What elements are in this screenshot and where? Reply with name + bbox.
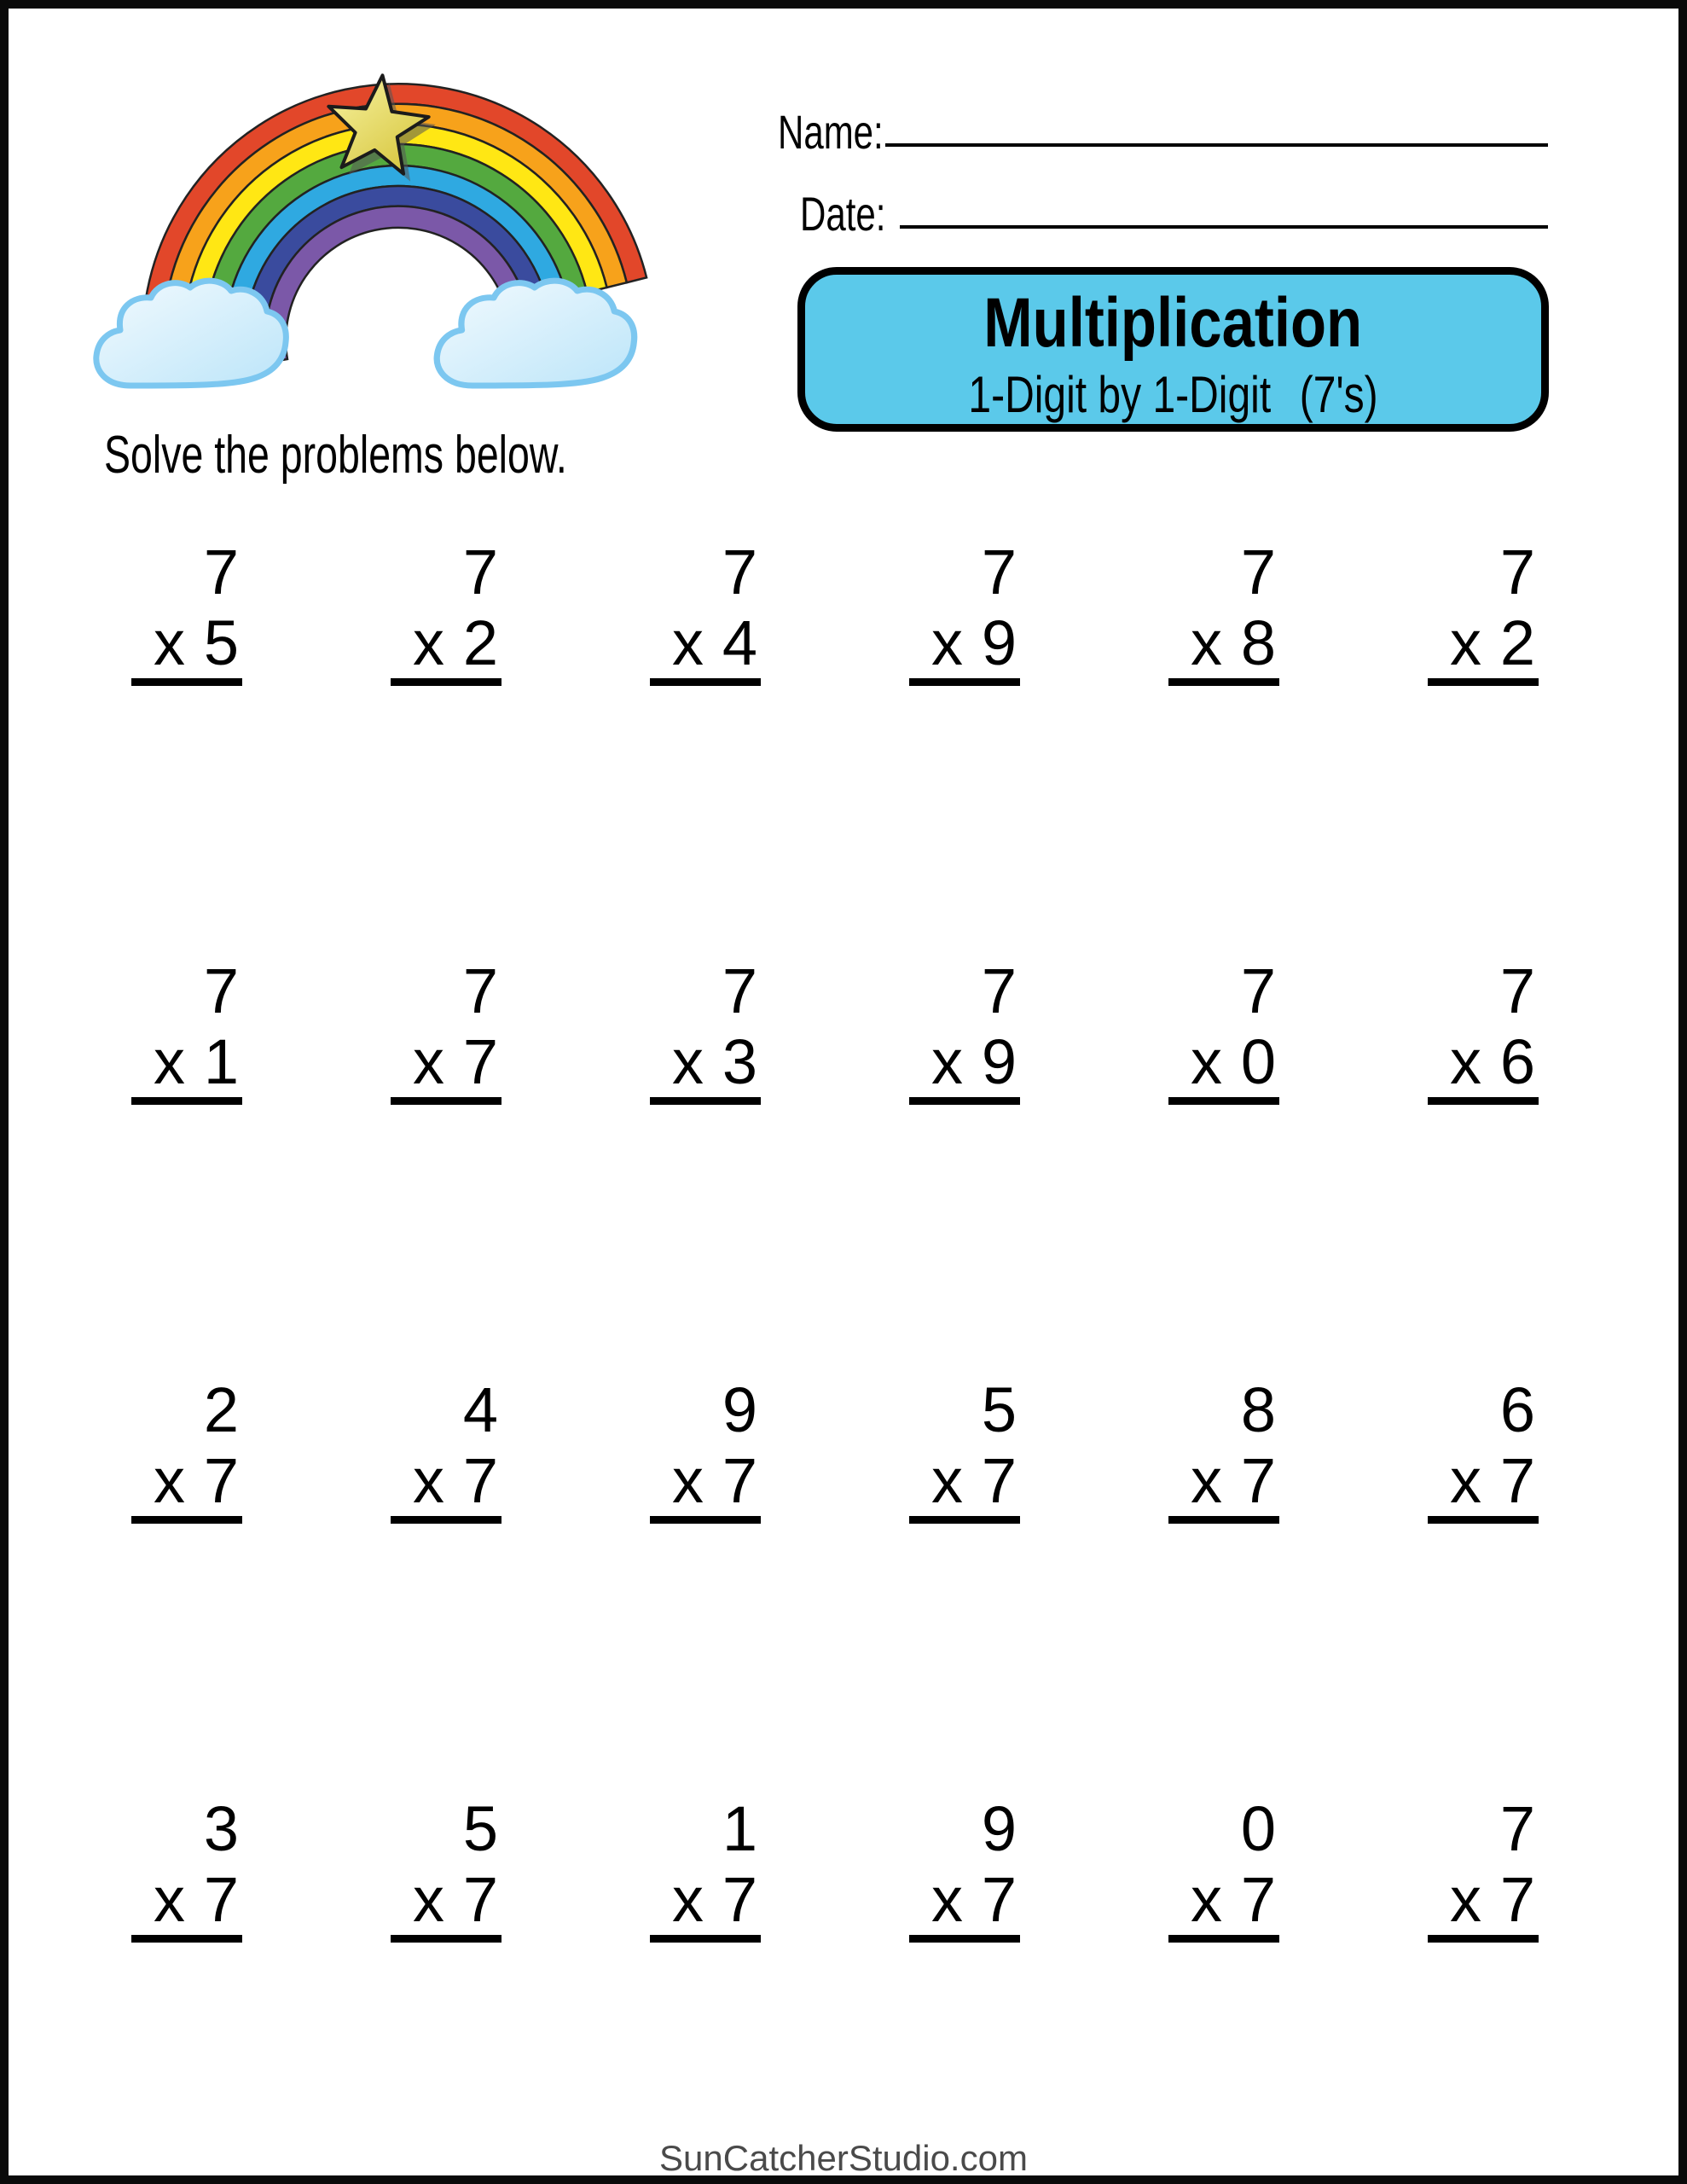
multiply-operator: x — [154, 607, 185, 678]
multiplication-problem — [1168, 537, 1279, 686]
subtitle-suffix: (7's) — [1299, 366, 1378, 423]
multiplication-problem — [650, 956, 761, 1105]
multiplier-row — [1428, 1026, 1539, 1097]
multiplicand: 7 — [462, 537, 498, 607]
multiply-operator: x — [413, 1445, 444, 1516]
multiplicand: 9 — [981, 1793, 1017, 1864]
problem-cell — [319, 1374, 578, 1524]
multiplier-row — [650, 1026, 761, 1097]
problems-row-4 — [60, 1793, 1615, 1943]
problem-cell — [578, 1793, 838, 1943]
problems-row-1 — [60, 537, 1615, 686]
multiply-operator: x — [154, 1026, 185, 1097]
problem-cell — [1097, 1374, 1356, 1524]
multiply-operator: x — [931, 607, 963, 678]
multiplicand: 7 — [981, 956, 1017, 1026]
multiplication-problem — [1168, 1374, 1279, 1524]
multiplier-row — [131, 1445, 242, 1516]
problem-cell — [1097, 1793, 1356, 1943]
problem-cell — [60, 1374, 319, 1524]
multiplier-row — [1168, 1864, 1279, 1935]
problem-cell — [838, 1793, 1097, 1943]
multiplier-row — [131, 607, 242, 678]
multiplication-problem — [909, 537, 1020, 686]
multiplier: 2 — [462, 607, 498, 678]
multiplication-problem — [650, 1793, 761, 1943]
multiplier: 7 — [462, 1445, 498, 1516]
multiplicand: 7 — [1499, 537, 1535, 607]
multiply-operator: x — [413, 1026, 444, 1097]
multiplier: 7 — [1499, 1445, 1535, 1516]
problem-cell — [1097, 537, 1356, 686]
multiplicand: 7 — [722, 537, 757, 607]
multiplier: 2 — [1499, 607, 1535, 678]
multiplication-problem — [909, 1374, 1020, 1524]
multiplication-problem — [131, 1793, 242, 1943]
multiplication-problem — [1168, 956, 1279, 1105]
multiplicand: 7 — [1499, 956, 1535, 1026]
multiplication-problem — [391, 537, 501, 686]
multiplier: 7 — [722, 1864, 757, 1935]
problem-cell — [60, 1793, 319, 1943]
multiplier: 1 — [203, 1026, 239, 1097]
multiply-operator: x — [1191, 607, 1222, 678]
multiplication-problem — [1168, 1793, 1279, 1943]
multiply-operator: x — [413, 607, 444, 678]
prompt-text: Solve the problems below. — [104, 426, 567, 485]
multiplier-row — [1168, 1026, 1279, 1097]
multiplication-problem — [1428, 537, 1539, 686]
problem-cell — [1356, 1793, 1615, 1943]
multiplication-problem — [391, 1793, 501, 1943]
problem-cell — [1356, 537, 1615, 686]
multiplier: 8 — [1240, 607, 1276, 678]
multiplier: 7 — [1499, 1864, 1535, 1935]
problem-cell — [1356, 1374, 1615, 1524]
subtitle-text: 1-Digit by 1-Digit — [968, 366, 1272, 423]
multiplier: 7 — [1240, 1864, 1276, 1935]
multiplication-problem — [131, 1374, 242, 1524]
multiplier-row — [909, 607, 1020, 678]
multiplicand: 2 — [203, 1374, 239, 1445]
multiplication-problem — [131, 956, 242, 1105]
multiplicand: 8 — [1240, 1374, 1276, 1445]
multiply-operator: x — [672, 1864, 704, 1935]
multiplier-row — [391, 607, 501, 678]
multiplicand: 7 — [1499, 1793, 1535, 1864]
multiplication-problem — [909, 1793, 1020, 1943]
multiply-operator: x — [1450, 1864, 1481, 1935]
title-box — [797, 267, 1549, 432]
multiplication-problem — [1428, 956, 1539, 1105]
multiplicand: 7 — [981, 537, 1017, 607]
multiplier-row — [650, 1445, 761, 1516]
multiplier-row — [1168, 607, 1279, 678]
multiplier: 9 — [981, 607, 1017, 678]
name-line — [885, 143, 1548, 147]
problem-cell — [838, 956, 1097, 1105]
name-label: Name: — [778, 105, 884, 159]
multiplier: 7 — [203, 1445, 239, 1516]
multiplier: 7 — [462, 1026, 498, 1097]
multiplication-problem — [909, 956, 1020, 1105]
multiplier-row — [1428, 607, 1539, 678]
multiplier-row — [131, 1026, 242, 1097]
multiplier-row — [131, 1864, 242, 1935]
multiplier: 0 — [1240, 1026, 1276, 1097]
problem-cell — [60, 537, 319, 686]
multiplier: 4 — [722, 607, 757, 678]
multiply-operator: x — [672, 1445, 704, 1516]
problem-cell — [838, 537, 1097, 686]
multiply-operator: x — [672, 607, 704, 678]
multiplicand: 5 — [462, 1793, 498, 1864]
multiplication-problem — [650, 537, 761, 686]
multiplication-problem — [650, 1374, 761, 1524]
multiplicand: 6 — [1499, 1374, 1535, 1445]
problem-cell — [60, 956, 319, 1105]
problem-cell — [578, 1374, 838, 1524]
multiplicand: 4 — [462, 1374, 498, 1445]
multiplier-row — [1428, 1445, 1539, 1516]
multiplier-row — [391, 1445, 501, 1516]
date-label: Date: — [800, 187, 886, 241]
multiplicand: 3 — [203, 1793, 239, 1864]
multiplication-problem — [131, 537, 242, 686]
footer-credit: SunCatcherStudio.com — [659, 2138, 1028, 2178]
multiplier-row — [1428, 1864, 1539, 1935]
worksheet-title: Multiplication — [983, 284, 1363, 362]
multiplicand: 0 — [1240, 1793, 1276, 1864]
problem-cell — [319, 537, 578, 686]
multiplier-row — [650, 1864, 761, 1935]
multiplier: 7 — [981, 1445, 1017, 1516]
multiply-operator: x — [413, 1864, 444, 1935]
multiplier-row — [391, 1864, 501, 1935]
multiply-operator: x — [931, 1445, 963, 1516]
multiplication-problem — [1428, 1374, 1539, 1524]
multiplier: 9 — [981, 1026, 1017, 1097]
multiplier: 7 — [981, 1864, 1017, 1935]
multiplier: 7 — [722, 1445, 757, 1516]
multiplication-problem — [391, 1374, 501, 1524]
problem-cell — [838, 1374, 1097, 1524]
multiplier: 5 — [203, 607, 239, 678]
multiply-operator: x — [1191, 1445, 1222, 1516]
multiply-operator: x — [1191, 1864, 1222, 1935]
rainbow-graphic — [81, 49, 661, 425]
problem-cell — [1097, 956, 1356, 1105]
multiply-operator: x — [154, 1445, 185, 1516]
multiplicand: 9 — [722, 1374, 757, 1445]
multiplier-row — [391, 1026, 501, 1097]
multiplier-row — [650, 607, 761, 678]
multiplication-problem — [391, 956, 501, 1105]
multiply-operator: x — [672, 1026, 704, 1097]
multiply-operator: x — [1450, 1026, 1481, 1097]
date-line — [900, 225, 1548, 229]
multiplicand: 1 — [722, 1793, 757, 1864]
multiplier-row — [1168, 1445, 1279, 1516]
multiplicand: 5 — [981, 1374, 1017, 1445]
multiplicand: 7 — [462, 956, 498, 1026]
multiplier: 6 — [1499, 1026, 1535, 1097]
worksheet-subtitle — [878, 365, 1467, 424]
multiply-operator: x — [154, 1864, 185, 1935]
multiplicand: 7 — [722, 956, 757, 1026]
multiplier: 7 — [1240, 1445, 1276, 1516]
multiplicand: 7 — [203, 956, 239, 1026]
multiplier-row — [909, 1864, 1020, 1935]
problem-cell — [319, 956, 578, 1105]
cloud-left — [96, 281, 287, 386]
problem-cell — [578, 537, 838, 686]
multiplier-row — [909, 1026, 1020, 1097]
problems-row-2 — [60, 956, 1615, 1105]
problem-cell — [578, 956, 838, 1105]
multiply-operator: x — [931, 1026, 963, 1097]
multiplicand: 7 — [1240, 956, 1276, 1026]
problem-cell — [319, 1793, 578, 1943]
problems-row-3 — [60, 1374, 1615, 1524]
cloud-right — [437, 281, 634, 386]
multiplier: 7 — [462, 1864, 498, 1935]
multiplier: 7 — [203, 1864, 239, 1935]
multiplicand: 7 — [203, 537, 239, 607]
multiply-operator: x — [1191, 1026, 1222, 1097]
multiplier-row — [909, 1445, 1020, 1516]
problem-cell — [1356, 956, 1615, 1105]
multiply-operator: x — [1450, 1445, 1481, 1516]
multiplication-problem — [1428, 1793, 1539, 1943]
multiply-operator: x — [1450, 607, 1481, 678]
multiplier: 3 — [722, 1026, 757, 1097]
multiply-operator: x — [931, 1864, 963, 1935]
multiplicand: 7 — [1240, 537, 1276, 607]
